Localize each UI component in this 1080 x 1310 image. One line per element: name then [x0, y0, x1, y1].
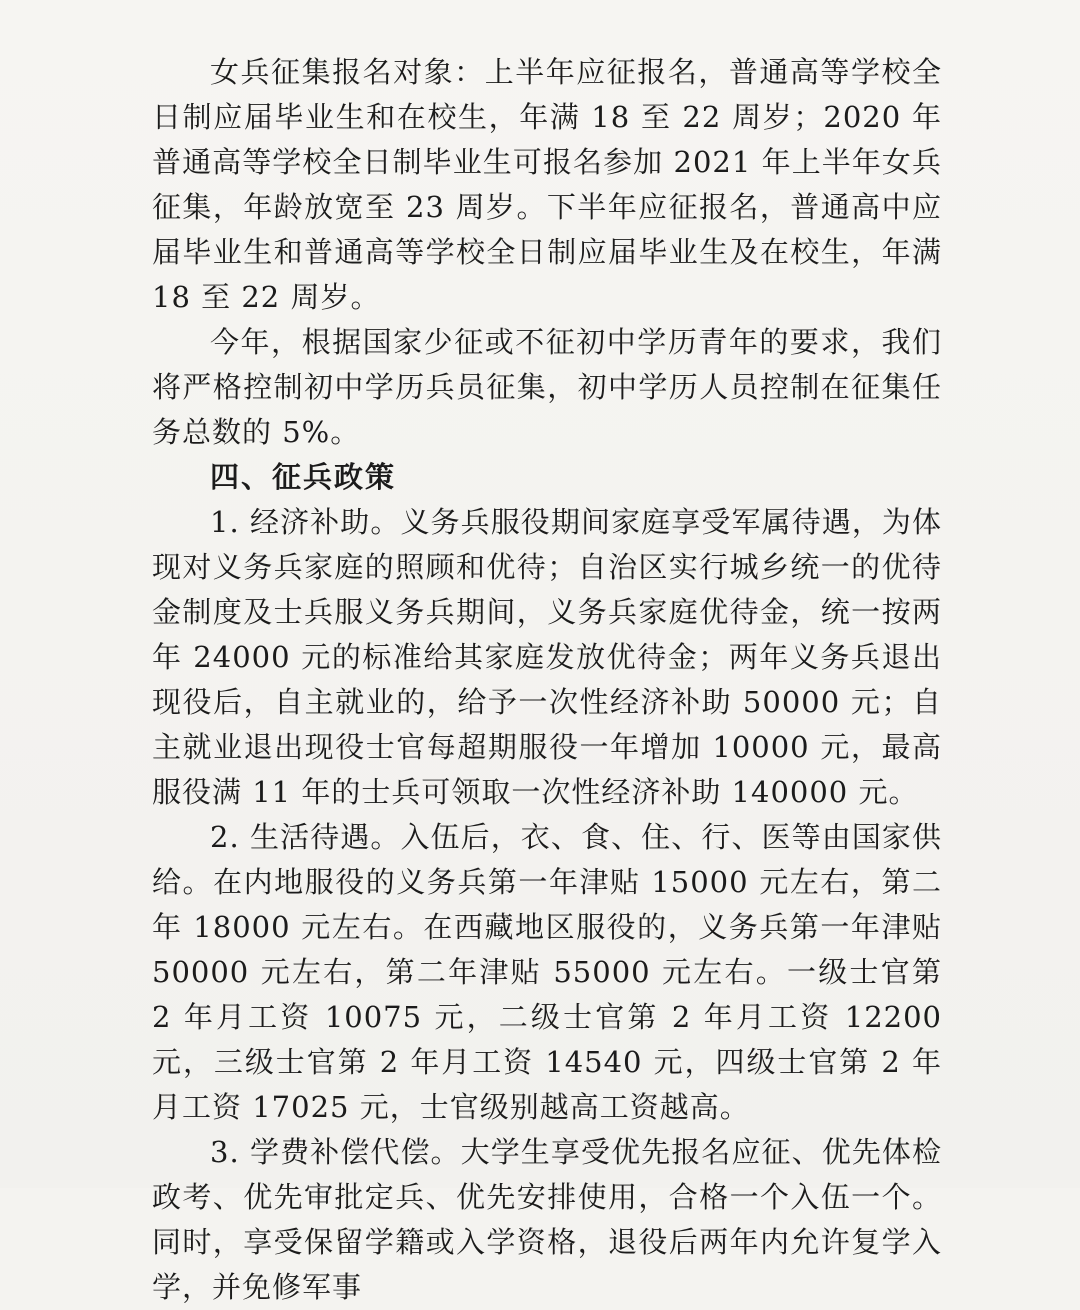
section-heading: 四、征兵政策 — [210, 460, 397, 494]
policy-living-benefits: 2. 生活待遇。入伍后，衣、食、住、行、医等由国家供给。在内地服役的义务兵第一年津贴 15000 元左右，第二年 18000 元左右。在西藏地区服役的，义务兵第一年津贴 50000 元左右，第二年津贴 55000 元左右。一级士官第 2 年月工资 10075 元，二级士官第 2 年月工资 12200 元，三级士官第 2 年月工资 14540 元，四级士官第 2 年月工资 17025 元，士官级别越高工资越高。 — [152, 820, 942, 1124]
paragraph-female-recruitment: 女兵征集报名对象：上半年应征报名，普通高等学校全日制应届毕业生和在校生，年满 18 至 22 周岁；2020 年普通高等学校全日制毕业生可报名参加 2021 年上半年女兵征集，年龄放宽至 23 周岁。下半年应征报名，普通高中应届毕业生和普通高等学校全日制应届毕业生及在校生，年满 18 至 22 周岁。 — [152, 55, 942, 314]
paragraph-education-control: 今年，根据国家少征或不征初中学历青年的要求，我们将严格控制初中学历兵员征集，初中学历人员控制在征集任务总数的 5%。 — [152, 325, 942, 449]
policy-tuition-compensation: 3. 学费补偿代偿。大学生享受优先报名应征、优先体检政考、优先审批定兵、优先安排使用，合格一个入伍一个。同时，享受保留学籍或入学资格，退役后两年内允许复学入学，并免修军事 — [152, 1135, 942, 1304]
policy-economic-subsidy: 1. 经济补助。义务兵服役期间家庭享受军属待遇，为体现对义务兵家庭的照顾和优待；自治区实行城乡统一的优待金制度及士兵服义务兵期间，义务兵家庭优待金，统一按两年 24000 元的标准给其家庭发放优待金；两年义务兵退出现役后，自主就业的，给予一次性经济补助 50000 元；自主就业退出现役士官每超期服役一年增加 10000 元，最高服役满 11 年的士兵可领取一次性经济补助 140000 元。 — [152, 505, 942, 809]
